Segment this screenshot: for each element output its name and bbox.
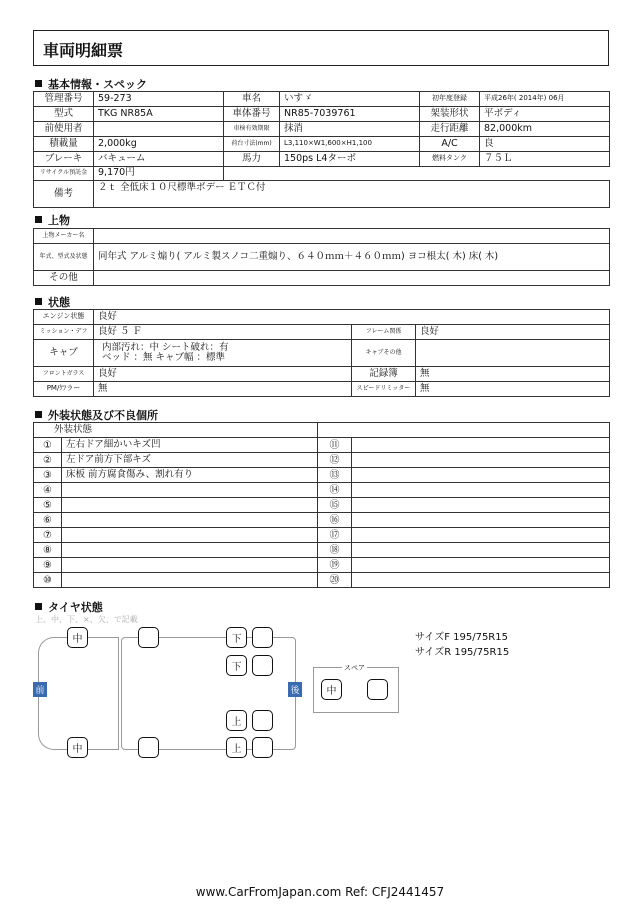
value-cargo-dimensions: L3,110×W1,600×H1,100	[280, 137, 420, 152]
exterior-row	[34, 573, 610, 588]
label-cab-other: キャブその他	[352, 340, 416, 367]
basic-row	[34, 167, 610, 181]
basic-row	[34, 137, 610, 152]
label-mileage: 走行距離	[420, 122, 480, 137]
exterior-header-row	[34, 423, 610, 438]
label-ac: A/C	[420, 137, 480, 152]
exterior-item-text	[62, 513, 318, 528]
tire-spare: 中	[321, 679, 342, 700]
value-fuel-tank: ７５Ｌ	[480, 152, 610, 167]
exterior-item-number: ③	[34, 468, 62, 483]
cab-outline	[38, 637, 118, 750]
value-speed-limiter: 無	[416, 382, 610, 397]
label-body-other: その他	[34, 271, 94, 286]
label-pm-muffler: PM/ｸﾌラー	[34, 382, 94, 397]
basic-row	[34, 152, 610, 167]
value-first-registration: 平成26年( 2014年) 06月	[480, 92, 610, 107]
exterior-item-text	[352, 513, 610, 528]
exterior-item-text	[62, 543, 318, 558]
exterior-item-text	[352, 483, 610, 498]
basic-row	[34, 181, 610, 208]
value-brake: バキューム	[94, 152, 224, 167]
condition-row	[34, 340, 610, 367]
label-inspection-expiry: 車検有効期限	[224, 122, 280, 137]
section-condition-heading	[35, 294, 70, 310]
label-previous-user: 前使用者	[34, 122, 94, 137]
tire-size-rear: サイズR 195/75R15	[415, 647, 510, 658]
exterior-header-empty	[318, 423, 610, 438]
exterior-item-number: ⑤	[34, 498, 62, 513]
value-frame: 良好	[416, 325, 610, 340]
exterior-item-number: ①	[34, 438, 62, 453]
label-front-glass: フロントガラス	[34, 367, 94, 382]
exterior-item-number: ⑦	[34, 528, 62, 543]
exterior-item-number: ⑪	[318, 438, 352, 453]
exterior-item-text	[352, 453, 610, 468]
section-body-title: 上物	[48, 214, 70, 227]
tire-rear-right-inner-extra	[252, 710, 273, 731]
condition-row	[34, 310, 610, 325]
section-body-heading	[35, 212, 70, 228]
value-ac: 良	[480, 137, 610, 152]
value-record-book: 無	[416, 367, 610, 382]
label-cab: キャブ	[34, 340, 94, 367]
body-row	[34, 229, 610, 244]
exterior-item-text	[352, 543, 610, 558]
exterior-item-number: ④	[34, 483, 62, 498]
label-management-no: 管理番号	[34, 92, 94, 107]
exterior-table	[33, 422, 610, 588]
exterior-item-text	[352, 468, 610, 483]
value-model: TKG NR85A	[94, 107, 224, 122]
section-basic-heading	[35, 76, 147, 92]
value-front-glass: 良好	[94, 367, 352, 382]
tire-spare-extra	[367, 679, 388, 700]
label-body-type-condition: 年式、型式及状態	[34, 244, 94, 271]
condition-table	[33, 309, 610, 397]
title-box	[33, 30, 609, 66]
cab-line-1: 内部汚れ：中 シート破れ：有	[102, 341, 229, 353]
value-body-type-condition: 同年式 アルミ煽り( アルミ製スノコ二重煽り、６４０ｍｍ＋４６０ｍｍ) ヨコ根太( 木) 床( 木)	[94, 244, 610, 271]
condition-row	[34, 367, 610, 382]
tire-rear-left-inner-extra	[252, 655, 273, 676]
value-management-no: 59-273	[94, 92, 224, 107]
value-recycle-deposit: 9,170円	[94, 167, 224, 181]
exterior-row	[34, 558, 610, 573]
label-speed-limiter: スピードリミッター	[352, 382, 416, 397]
exterior-item-text	[62, 573, 318, 588]
condition-row	[34, 325, 610, 340]
exterior-item-text	[352, 498, 610, 513]
exterior-item-text	[352, 573, 610, 588]
basic-info-table	[33, 91, 610, 208]
exterior-item-text	[62, 528, 318, 543]
spare-label: スペア	[344, 664, 365, 672]
cab-line-2: ベッド ：無 キャブ幅 ：標準	[102, 352, 226, 363]
tire-rear-right-outer: 上	[226, 737, 247, 758]
exterior-item-number: ⑥	[34, 513, 62, 528]
tire-rear-left-inner: 下	[226, 655, 247, 676]
label-first-registration: 初年度登録	[420, 92, 480, 107]
exterior-item-number: ⑰	[318, 528, 352, 543]
label-body-type: 架装形状	[420, 107, 480, 122]
tire-rear-right-inner: 上	[226, 710, 247, 731]
exterior-item-text	[62, 558, 318, 573]
label-brake: ブレーキ	[34, 152, 94, 167]
empty-cell	[224, 167, 610, 181]
label-fuel-tank: 燃料タンク	[420, 152, 480, 167]
value-pm-muffler: 無	[94, 382, 352, 397]
exterior-row	[34, 453, 610, 468]
section-exterior-title: 外装状態及び不良個所	[48, 409, 158, 422]
section-bullet-icon	[35, 298, 42, 305]
front-tag: 前	[33, 682, 47, 697]
tire-size-front: サイズF 195/75R15	[415, 632, 508, 643]
value-body-maker	[94, 229, 610, 244]
basic-row	[34, 92, 610, 107]
label-model: 型式	[34, 107, 94, 122]
exterior-item-text	[352, 528, 610, 543]
exterior-item-number: ⑯	[318, 513, 352, 528]
basic-row	[34, 107, 610, 122]
section-exterior-heading	[35, 407, 158, 423]
section-bullet-icon	[35, 411, 42, 418]
exterior-item-number: ⑫	[318, 453, 352, 468]
label-mission: ミッション・デフ	[34, 325, 94, 340]
section-condition-title: 状態	[48, 296, 70, 309]
exterior-item-text	[62, 498, 318, 513]
value-body-other	[94, 271, 610, 286]
exterior-item-number: ⑲	[318, 558, 352, 573]
value-cab-other	[416, 340, 610, 367]
section-bullet-icon	[35, 80, 42, 87]
exterior-item-text: 左ドア前方下部キズ	[62, 453, 318, 468]
exterior-item-text: 床板 前方腐食傷み、割れ有り	[62, 468, 318, 483]
tire-hint: 上、中、下、×、欠、で記載	[35, 615, 138, 624]
value-notes: ２ｔ 全低床１０尺標準ボデー ＥＴＣ付	[94, 181, 610, 208]
label-cargo-dimensions: 荷台寸法(mm)	[224, 137, 280, 152]
section-bullet-icon	[35, 216, 42, 223]
exterior-item-text	[62, 483, 318, 498]
tire-rear-right-extra	[252, 737, 273, 758]
value-mileage: 82,000km	[480, 122, 610, 137]
value-inspection-expiry: 抹消	[280, 122, 420, 137]
exterior-row	[34, 483, 610, 498]
tire-rear-left-outer: 下	[226, 627, 247, 648]
exterior-row	[34, 468, 610, 483]
body-row	[34, 271, 610, 286]
rear-tag: 後	[288, 682, 302, 697]
tire-mid-right	[138, 737, 159, 758]
tire-front-left: 中	[67, 627, 88, 648]
value-car-name: いすゞ	[280, 92, 420, 107]
value-horsepower: 150ps L4ターボ	[280, 152, 420, 167]
exterior-row	[34, 543, 610, 558]
exterior-item-number: ⑮	[318, 498, 352, 513]
exterior-rows	[34, 438, 610, 588]
exterior-header: 外装状態	[34, 423, 318, 438]
exterior-item-number: ⑨	[34, 558, 62, 573]
value-cab	[94, 340, 352, 367]
page-title: 車両明細票	[43, 41, 124, 60]
footer-reference: www.CarFromJapan.com Ref: CFJ2441457	[195, 885, 445, 899]
body-row	[34, 244, 610, 271]
exterior-item-number: ⑳	[318, 573, 352, 588]
label-record-book: 記録簿	[352, 367, 416, 382]
label-car-name: 車名	[224, 92, 280, 107]
section-tires-heading	[35, 599, 103, 615]
exterior-item-text	[352, 438, 610, 453]
tire-front-right: 中	[67, 737, 88, 758]
label-load-capacity: 積載量	[34, 137, 94, 152]
value-engine: 良好	[94, 310, 610, 325]
exterior-row	[34, 438, 610, 453]
exterior-item-text: 左右ドア細かいキズ凹	[62, 438, 318, 453]
exterior-item-number: ⑭	[318, 483, 352, 498]
exterior-item-number: ②	[34, 453, 62, 468]
label-body-maker: 上物メーカー名	[34, 229, 94, 244]
exterior-item-number: ⑧	[34, 543, 62, 558]
value-load-capacity: 2,000kg	[94, 137, 224, 152]
value-chassis-no: NR85-7039761	[280, 107, 420, 122]
exterior-row	[34, 498, 610, 513]
label-notes: 備考	[34, 181, 94, 208]
value-body-type: 平ボディ	[480, 107, 610, 122]
label-horsepower: 馬力	[224, 152, 280, 167]
label-engine: エンジン状態	[34, 310, 94, 325]
exterior-item-text	[352, 558, 610, 573]
value-mission: 良好 ５ Ｆ	[94, 325, 352, 340]
section-tires-title: タイヤ状態	[48, 601, 103, 614]
exterior-item-number: ⑩	[34, 573, 62, 588]
basic-row	[34, 122, 610, 137]
exterior-row	[34, 528, 610, 543]
cab-divider	[118, 637, 119, 750]
label-recycle-deposit: リサイクル預託金	[34, 167, 94, 181]
section-basic-title: 基本情報・スペック	[48, 78, 147, 91]
exterior-row	[34, 513, 610, 528]
condition-row	[34, 382, 610, 397]
body-table	[33, 228, 610, 286]
label-frame: フレーム関係	[352, 325, 416, 340]
section-bullet-icon	[35, 603, 42, 610]
tire-mid-left	[138, 627, 159, 648]
exterior-item-number: ⑱	[318, 543, 352, 558]
exterior-item-number: ⑬	[318, 468, 352, 483]
bed-outline	[121, 637, 296, 750]
value-previous-user	[94, 122, 224, 137]
label-chassis-no: 車体番号	[224, 107, 280, 122]
tire-rear-left-extra	[252, 627, 273, 648]
